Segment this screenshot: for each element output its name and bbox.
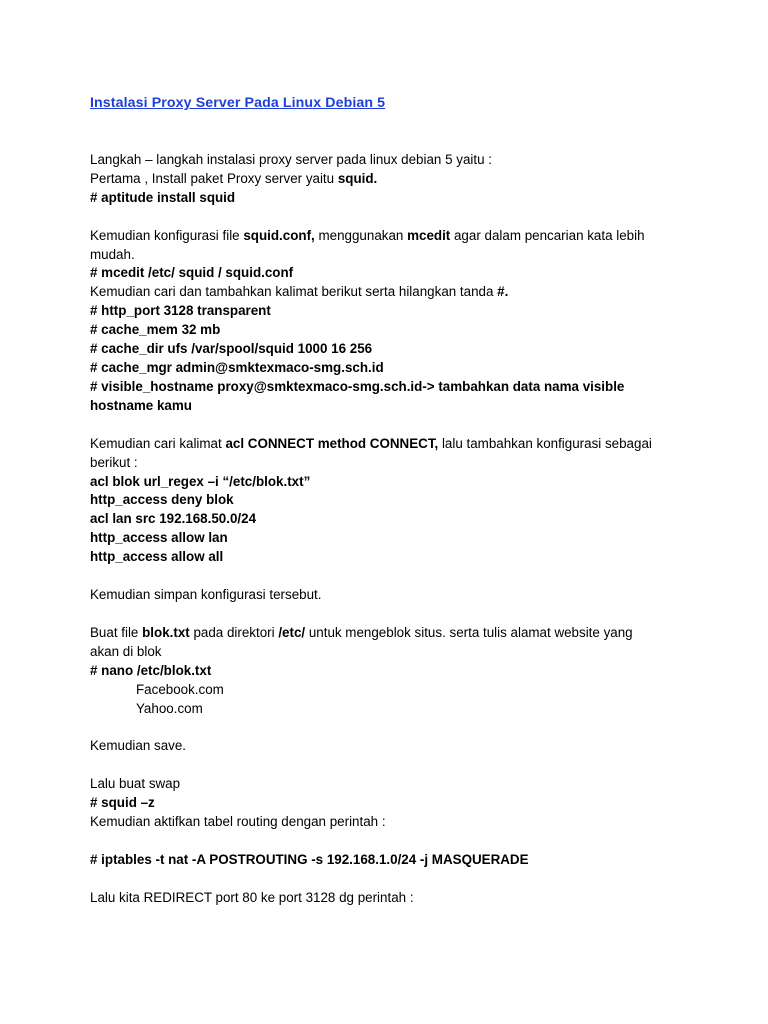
- swap-line: Lalu buat swap: [90, 776, 181, 792]
- config-text-e: agar dalam pencarian kata lebih: [450, 227, 645, 243]
- config-visible-hostname: # visible_hostname proxy@smktexmaco-smg.sch.id-> tambahkan data nama visible: [90, 378, 625, 394]
- acl-connect-word: acl CONNECT method CONNECT,: [225, 435, 439, 451]
- config-cache-dir: # cache_dir ufs /var/spool/squid 1000 16 256: [90, 341, 373, 357]
- config-intro-line-1: [90, 227, 710, 246]
- routing-line: Kemudian aktifkan tabel routing dengan perintah :: [90, 814, 386, 830]
- config-text-c: menggunakan: [314, 227, 408, 243]
- squid-word: squid.: [337, 170, 378, 186]
- site-facebook: Facebook.com: [136, 681, 224, 697]
- save-line: Kemudian save.: [90, 738, 187, 754]
- command-mcedit: # mcedit /etc/ squid / squid.conf: [90, 265, 294, 281]
- site-yahoo: Yahoo.com: [136, 700, 203, 716]
- hash-mark: #.: [497, 284, 509, 300]
- config-cache-mem: # cache_mem 32 mb: [90, 322, 221, 338]
- redirect-line: Lalu kita REDIRECT port 80 ke port 3128 dg perintah :: [90, 890, 414, 905]
- config-intro-line-3: mudah.: [90, 246, 135, 262]
- acl-blok: acl blok url_regex –i “/etc/blok.txt”: [90, 473, 311, 489]
- blok-txt-word: blok.txt: [142, 624, 190, 640]
- config-text-a: Kemudian konfigurasi file: [90, 227, 244, 243]
- blok-intro-line-2: akan di blok: [90, 643, 162, 659]
- mcedit-word: mcedit: [407, 227, 451, 243]
- http-access-allow-lan: http_access allow lan: [90, 530, 228, 546]
- install-text: Pertama , Install paket Proxy server yaitu: [90, 170, 338, 186]
- config-http-port: # http_port 3128 transparent: [90, 303, 271, 319]
- command-iptables: # iptables -t nat -A POSTROUTING -s 192.168.1.0/24 -j MASQUERADE: [90, 852, 529, 868]
- blok-text-a: Buat file: [90, 624, 143, 640]
- command-squid-z: # squid –z: [90, 795, 155, 811]
- blok-text-c: pada direktori: [189, 624, 279, 640]
- squid-conf-word: squid.conf,: [243, 227, 315, 243]
- command-nano: # nano /etc/blok.txt: [90, 662, 212, 678]
- acl-intro-line-2: berikut :: [90, 454, 138, 470]
- config-visible-hostname-cont: hostname kamu: [90, 397, 192, 413]
- http-access-allow-all: http_access allow all: [90, 549, 224, 565]
- install-line: [90, 170, 710, 189]
- acl-intro-text: Kemudian cari kalimat: [90, 435, 226, 451]
- find-add-text: Kemudian cari dan tambahkan kalimat berikut serta hilangkan tanda: [90, 284, 498, 300]
- blok-intro-line-1: [90, 624, 710, 643]
- blok-text-e: untuk mengeblok situs. serta tulis alamat website yang: [305, 624, 633, 640]
- command-aptitude: # aptitude install squid: [90, 189, 236, 205]
- document-page: [90, 94, 710, 908]
- intro-line: Langkah – langkah instalasi proxy server pada linux debian 5 yaitu :: [90, 151, 492, 167]
- document-title[interactable]: Instalasi Proxy Server Pada Linux Debian 5: [90, 95, 386, 111]
- acl-intro-text-c: lalu tambahkan konfigurasi sebagai: [438, 435, 652, 451]
- find-add-line: [90, 283, 710, 302]
- http-access-deny: http_access deny blok: [90, 492, 234, 508]
- etc-word: /etc/: [278, 624, 306, 640]
- acl-intro-line-1: [90, 435, 710, 454]
- save-config-line: Kemudian simpan konfigurasi tersebut.: [90, 587, 322, 603]
- acl-lan: acl lan src 192.168.50.0/24: [90, 511, 257, 527]
- config-cache-mgr: # cache_mgr admin@smktexmaco-smg.sch.id: [90, 359, 384, 375]
